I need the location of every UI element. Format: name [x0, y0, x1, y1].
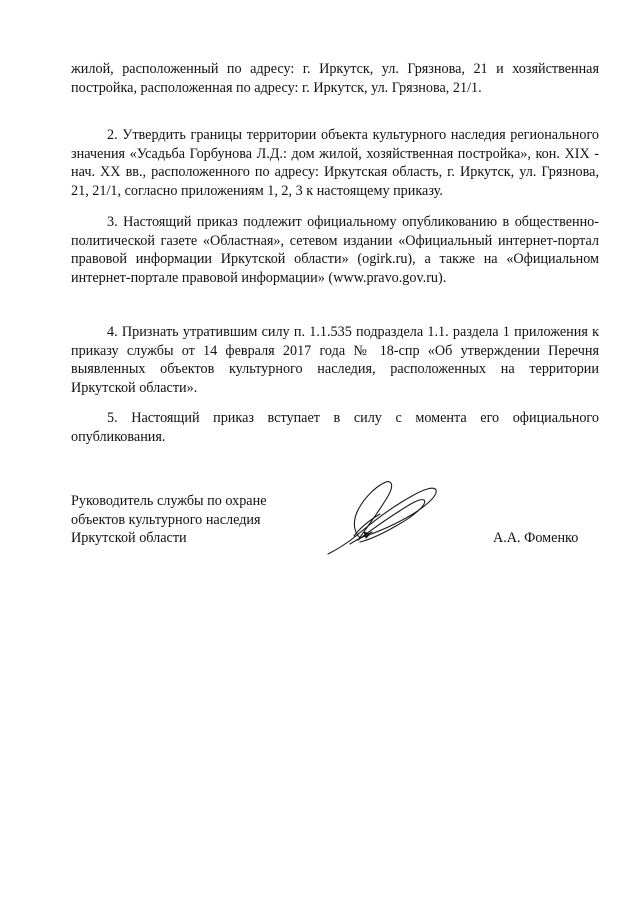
signatory-position — [71, 492, 331, 548]
signatory-position-line-1: Руководитель службы по охране — [71, 493, 267, 509]
handwritten-signature — [320, 474, 440, 560]
paragraph-3: 3. Настоящий приказ подлежит официальному опубликованию в общественно-политической газете «Областная», сетевом издании «Официальный интернет-портал правовой информации Иркутской области» (ogirk.ru), а также на «Официальном интернет-портале правовой информации» (www.pravo.gov.ru). — [71, 214, 599, 286]
paragraph-4: 4. Признать утратившим силу п. 1.1.535 подраздела 1.1. раздела 1 приложения к приказу службы от 14 февраля 2017 года № 18-спр «Об утверждении Перечня выявленных объектов культурного наследия, расположенных на территории Иркутской области». — [71, 324, 599, 396]
signatory-position-line-2: объектов культурного наследия — [71, 511, 261, 528]
paragraph-5: 5. Настоящий приказ вступает в силу с момента его официального опубликования. — [71, 410, 599, 445]
paragraph-1-continuation: жилой, расположенный по адресу: г. Иркутск, ул. Грязнова, 21 и хозяйственная постройка, расположенная по адресу: г. Иркутск, ул. Грязнова, 21/1. — [71, 61, 599, 96]
signatory-name: А.А. Фоменко — [493, 530, 579, 546]
signatory-position-line-3: Иркутской области — [71, 530, 187, 547]
paragraph-2: 2. Утвердить границы территории объекта культурного наследия регионального значения «Усадьба Горбунова Л.Д.: дом жилой, хозяйственная постройка», кон. XIX - нач. XX вв., расположенного по адресу: Иркутская область, г. Иркутск, ул. Грязнова, 21, 21/1, согласно приложениям 1, 2, 3 к настоящему приказу. — [71, 127, 599, 199]
